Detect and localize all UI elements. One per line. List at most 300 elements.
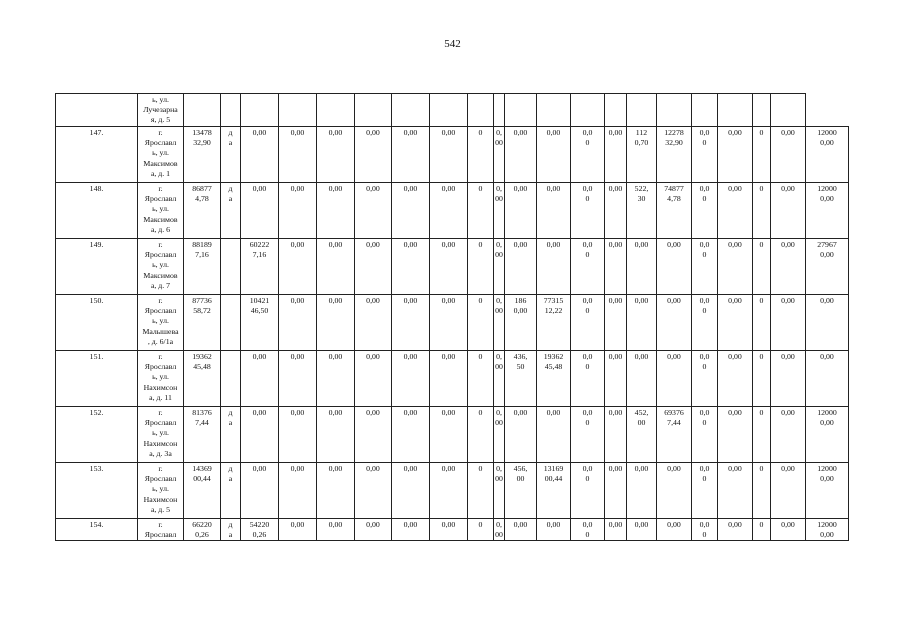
- cell-text: 0,0: [699, 464, 710, 473]
- cell-text: 522,: [634, 184, 649, 193]
- table-cell: [718, 239, 753, 295]
- cell-text: 0,00: [252, 464, 267, 473]
- cell-text: 0,00: [403, 464, 418, 473]
- address-cell: [138, 463, 184, 519]
- table-cell: [771, 295, 806, 351]
- cell-text: 0,00: [495, 296, 503, 316]
- address-cell: [138, 94, 184, 127]
- cell-text: ь, ул.: [152, 372, 169, 382]
- cell-text: 0,00: [441, 408, 456, 417]
- cell-text: 7,44: [195, 418, 209, 428]
- table-cell: [571, 351, 605, 407]
- table-cell: [571, 407, 605, 463]
- cell-text: 0,00: [403, 520, 418, 529]
- table-cell: [430, 463, 468, 519]
- table-cell: [241, 463, 279, 519]
- cell-text: 0,00: [608, 352, 623, 361]
- table-cell: [605, 351, 627, 407]
- cell-text: 0,00: [290, 128, 305, 137]
- cell-text: 12,22: [544, 306, 563, 316]
- table-cell: [392, 295, 430, 351]
- table-cell: [657, 94, 692, 127]
- table-cell: [806, 519, 849, 541]
- table-cell: [605, 127, 627, 183]
- table-cell: [430, 94, 468, 127]
- table-cell: [537, 351, 571, 407]
- cell-text: 0: [585, 250, 590, 260]
- table-cell: [279, 407, 317, 463]
- table-cell: [753, 407, 771, 463]
- cell-text: 0,0: [582, 408, 593, 417]
- table-cell: [771, 463, 806, 519]
- table-cell: [430, 239, 468, 295]
- table-cell: [494, 94, 505, 127]
- table-cell: [806, 127, 849, 183]
- table-cell: [571, 183, 605, 239]
- cell-text: 0,00: [608, 408, 623, 417]
- cell-text: 0,00: [290, 352, 305, 361]
- cell-text: 0,00: [495, 184, 503, 204]
- table-cell: [468, 94, 494, 127]
- cell-text: 0,00: [634, 352, 649, 361]
- table-cell: [692, 295, 718, 351]
- table-row: [56, 407, 849, 463]
- cell-text: 87736: [192, 296, 212, 305]
- cell-text: 0,00: [441, 184, 456, 193]
- table-cell: [494, 351, 505, 407]
- cell-text: ь, ул.: [152, 428, 169, 438]
- cell-text: 81376: [192, 408, 212, 417]
- table-cell: [221, 295, 241, 351]
- table-cell: [718, 519, 753, 541]
- cell-text: 0,00: [728, 184, 742, 193]
- table-cell: [317, 295, 355, 351]
- cell-text: 148.: [89, 184, 104, 193]
- cell-text: ь, ул.: [152, 148, 169, 158]
- cell-text: а: [228, 418, 233, 428]
- cell-text: 32,90: [193, 138, 211, 148]
- cell-text: 0,00: [290, 464, 305, 473]
- table-cell: [392, 519, 430, 541]
- table-cell: [355, 519, 392, 541]
- cell-text: 66220: [192, 520, 212, 529]
- cell-text: 0: [585, 194, 590, 204]
- cell-text: 0,00: [328, 128, 343, 137]
- cell-text: 0,00: [634, 240, 649, 249]
- cell-text: 0,00: [328, 352, 343, 361]
- cell-text: 0,00: [781, 520, 795, 529]
- table-cell: [627, 295, 657, 351]
- table-cell: [317, 351, 355, 407]
- cell-text: 12000: [817, 408, 837, 417]
- cell-text: 0,0: [699, 240, 710, 249]
- cell-text: 0,00: [667, 296, 681, 305]
- cell-text: Ярославл: [144, 474, 177, 484]
- cell-text: 0,00: [366, 296, 380, 305]
- cell-text: 88189: [192, 240, 212, 249]
- table-cell: [221, 407, 241, 463]
- cell-text: 0,0: [582, 520, 593, 529]
- table-cell: [627, 127, 657, 183]
- cell-text: Ярославл: [144, 250, 177, 260]
- cell-text: 151.: [89, 352, 104, 361]
- cell-text: 0,00: [728, 408, 742, 417]
- cell-text: 0: [585, 418, 590, 428]
- address-cell: [138, 239, 184, 295]
- address-cell: [138, 519, 184, 541]
- cell-text: Ярославл: [144, 138, 177, 148]
- table-cell: [221, 94, 241, 127]
- cell-text: 0,26: [195, 530, 209, 540]
- table-cell: [355, 127, 392, 183]
- table-cell: [505, 407, 537, 463]
- cell-text: 0,0: [699, 520, 710, 529]
- table-cell: [317, 463, 355, 519]
- cell-text: 0,00: [608, 296, 623, 305]
- table-cell: [571, 94, 605, 127]
- cell-text: 0: [702, 362, 707, 372]
- table-cell: [627, 183, 657, 239]
- cell-text: г.: [158, 240, 163, 249]
- cell-text: 0: [759, 184, 764, 193]
- cell-text: 0,00: [403, 352, 418, 361]
- table-cell: [718, 183, 753, 239]
- cell-text: 00: [516, 474, 525, 484]
- table-cell: [221, 463, 241, 519]
- cell-text: 0,00: [403, 240, 418, 249]
- cell-text: 0,00: [441, 352, 456, 361]
- cell-text: а: [228, 530, 233, 540]
- cell-text: 0,00: [781, 464, 795, 473]
- table-cell: [494, 519, 505, 541]
- cell-text: 12000: [817, 184, 837, 193]
- cell-text: 0,00: [820, 250, 834, 260]
- cell-text: Ярославл: [144, 194, 177, 204]
- table-cell: [184, 239, 221, 295]
- table-cell: [692, 519, 718, 541]
- cell-text: 0,0: [699, 184, 710, 193]
- table-cell: [537, 127, 571, 183]
- table-cell: [221, 351, 241, 407]
- table-cell: [468, 295, 494, 351]
- table-cell: [494, 407, 505, 463]
- table-cell: [468, 127, 494, 183]
- table-cell: [718, 351, 753, 407]
- cell-text: 0: [478, 128, 483, 137]
- cell-text: а, д. 3а: [149, 448, 172, 458]
- cell-text: 0: [585, 138, 590, 148]
- cell-text: 0,00: [513, 408, 528, 417]
- table-row: [56, 183, 849, 239]
- cell-text: 0: [478, 240, 483, 249]
- cell-text: 19362: [543, 352, 564, 361]
- cell-text: ь, ул.: [152, 260, 169, 270]
- cell-text: 0,00: [546, 240, 561, 249]
- cell-text: 0,00: [441, 464, 456, 473]
- table-cell: [221, 239, 241, 295]
- table-cell: [627, 94, 657, 127]
- cell-text: 50: [516, 362, 525, 372]
- table-cell: [605, 183, 627, 239]
- cell-text: 0: [478, 408, 483, 417]
- table-cell: [627, 407, 657, 463]
- cell-text: 0,00: [495, 520, 503, 540]
- table-cell: [241, 519, 279, 541]
- table-cell: [537, 407, 571, 463]
- table-cell: [771, 351, 806, 407]
- cell-text: г.: [158, 520, 163, 529]
- cell-text: 60222: [249, 240, 270, 249]
- table-cell: [184, 295, 221, 351]
- cell-text: 0,00: [634, 520, 649, 529]
- cell-text: 0,00: [634, 296, 649, 305]
- cell-text: 0: [702, 194, 707, 204]
- address-cell: [138, 295, 184, 351]
- cell-text: 0,00: [608, 184, 623, 193]
- cell-text: 0: [478, 520, 483, 529]
- table-cell: [184, 519, 221, 541]
- table-cell: [430, 127, 468, 183]
- cell-text: 112: [635, 128, 648, 137]
- cell-text: 0,00: [328, 296, 343, 305]
- cell-text: 4,78: [667, 194, 681, 204]
- data-table: [55, 93, 849, 541]
- cell-text: я, д. 5: [150, 115, 171, 125]
- cell-text: 0,00: [366, 408, 380, 417]
- cell-text: 0,00: [546, 408, 561, 417]
- table-row: [56, 463, 849, 519]
- table-cell: [279, 295, 317, 351]
- cell-text: 13478: [192, 128, 212, 137]
- table-cell: [627, 351, 657, 407]
- cell-text: 0,00: [252, 184, 267, 193]
- cell-text: 0,00: [252, 408, 267, 417]
- cell-text: 0,00: [513, 520, 528, 529]
- cell-text: 19362: [192, 352, 212, 361]
- cell-text: 0: [585, 530, 590, 540]
- cell-text: Нахимсон: [143, 438, 178, 448]
- table-cell: [392, 239, 430, 295]
- row-number-cell: [56, 239, 138, 295]
- cell-text: 0,00: [820, 138, 834, 148]
- table-cell: [771, 127, 806, 183]
- table-cell: [468, 351, 494, 407]
- table-cell: [771, 239, 806, 295]
- cell-text: д: [228, 128, 233, 137]
- table-cell: [392, 463, 430, 519]
- cell-text: 27967: [817, 240, 837, 249]
- cell-text: 0,00: [820, 474, 834, 484]
- cell-text: 0: [702, 250, 707, 260]
- table-cell: [627, 463, 657, 519]
- table-row-continued: [56, 94, 849, 127]
- table-row: [56, 127, 849, 183]
- cell-text: 0,00: [634, 464, 649, 473]
- cell-text: 0,0: [699, 128, 710, 137]
- cell-text: Максимов: [143, 270, 178, 280]
- cell-text: 54220: [249, 520, 270, 529]
- cell-text: 0: [702, 530, 707, 540]
- cell-text: 7,16: [195, 250, 209, 260]
- table-cell: [468, 519, 494, 541]
- cell-text: ь, ул.: [152, 316, 169, 326]
- cell-text: 00,44: [544, 474, 563, 484]
- table-cell: [468, 239, 494, 295]
- cell-text: 12278: [664, 128, 684, 137]
- cell-text: 150.: [89, 296, 104, 305]
- table-cell: [806, 295, 849, 351]
- cell-text: 0,0: [699, 352, 710, 361]
- table-cell: [241, 351, 279, 407]
- table-cell: [184, 463, 221, 519]
- table-cell: [571, 239, 605, 295]
- cell-text: 147.: [89, 128, 104, 137]
- table-row: [56, 519, 849, 541]
- table-cell: [692, 463, 718, 519]
- cell-text: 0: [585, 474, 590, 484]
- cell-text: 0,00: [366, 128, 380, 137]
- cell-text: а, д. 6: [150, 224, 171, 234]
- cell-text: 0,00: [728, 128, 742, 137]
- table-cell: [753, 463, 771, 519]
- table-cell: [771, 94, 806, 127]
- row-number-cell: [56, 295, 138, 351]
- cell-text: 0,00: [252, 352, 267, 361]
- cell-text: 0: [759, 408, 764, 417]
- table-cell: [505, 127, 537, 183]
- cell-text: 0,00: [667, 464, 681, 473]
- cell-text: 0,00: [403, 184, 418, 193]
- cell-text: 0,00: [667, 520, 681, 529]
- cell-text: 0,00: [290, 296, 305, 305]
- cell-text: 7,44: [667, 418, 681, 428]
- cell-text: д: [228, 464, 233, 473]
- table-cell: [718, 407, 753, 463]
- table-cell: [537, 463, 571, 519]
- table-cell: [430, 407, 468, 463]
- table-cell: [753, 94, 771, 127]
- cell-text: , д. 6/1а: [147, 336, 174, 346]
- cell-text: 0,00: [328, 520, 343, 529]
- cell-text: 0,00: [290, 520, 305, 529]
- table-cell: [753, 127, 771, 183]
- table-cell: [692, 351, 718, 407]
- cell-text: 0: [478, 184, 483, 193]
- cell-text: 0: [478, 352, 483, 361]
- table-cell: [605, 239, 627, 295]
- table-cell: [317, 407, 355, 463]
- cell-text: 0,00: [403, 296, 418, 305]
- cell-text: 0,00: [667, 352, 681, 361]
- cell-text: 0,00: [513, 306, 528, 316]
- table-cell: [279, 351, 317, 407]
- cell-text: 12000: [817, 520, 837, 529]
- cell-text: 0,00: [328, 464, 343, 473]
- cell-text: 186: [514, 296, 527, 305]
- cell-text: 0: [702, 474, 707, 484]
- table-cell: [771, 519, 806, 541]
- cell-text: 0: [585, 362, 590, 372]
- table-cell: [241, 127, 279, 183]
- cell-text: а: [228, 194, 233, 204]
- table-cell: [537, 94, 571, 127]
- cell-text: 0,00: [290, 408, 305, 417]
- table-cell: [221, 183, 241, 239]
- cell-text: а, д. 7: [150, 280, 171, 290]
- table-cell: [494, 463, 505, 519]
- cell-text: г.: [158, 464, 163, 473]
- cell-text: 0,0: [699, 408, 710, 417]
- cell-text: 0: [478, 296, 483, 305]
- cell-text: а: [228, 474, 233, 484]
- table-cell: [430, 295, 468, 351]
- cell-text: Ярославл: [144, 530, 177, 540]
- cell-text: 0,26: [252, 530, 267, 540]
- table-cell: [657, 127, 692, 183]
- cell-text: 45,48: [544, 362, 563, 372]
- table-cell: [317, 519, 355, 541]
- cell-text: 86877: [192, 184, 212, 193]
- row-number-cell: [56, 407, 138, 463]
- cell-text: Максимов: [143, 214, 178, 224]
- cell-text: 0,0: [582, 352, 593, 361]
- cell-text: 154.: [89, 520, 104, 529]
- cell-text: 0,00: [495, 408, 503, 428]
- cell-text: Нахимсон: [143, 494, 178, 504]
- cell-text: 0,0: [582, 184, 593, 193]
- table-cell: [571, 519, 605, 541]
- cell-text: 0,00: [513, 184, 528, 193]
- address-cell: [138, 407, 184, 463]
- cell-text: 45,48: [193, 362, 211, 372]
- cell-text: а, д. 1: [150, 168, 171, 178]
- table-cell: [657, 183, 692, 239]
- table-cell: [317, 183, 355, 239]
- cell-text: 0,00: [441, 296, 456, 305]
- table-cell: [355, 94, 392, 127]
- cell-text: 0,00: [252, 128, 267, 137]
- table-cell: [392, 407, 430, 463]
- address-cell: [138, 183, 184, 239]
- cell-text: 0,00: [366, 352, 380, 361]
- table-row: [56, 295, 849, 351]
- cell-text: 12000: [817, 464, 837, 473]
- table-cell: [571, 295, 605, 351]
- cell-text: 0,00: [608, 128, 623, 137]
- cell-text: 0: [585, 306, 590, 316]
- cell-text: 14369: [192, 464, 212, 473]
- cell-text: а, д. 5: [150, 504, 171, 514]
- table-cell: [355, 239, 392, 295]
- cell-text: 0,00: [728, 520, 742, 529]
- table-cell: [241, 407, 279, 463]
- cell-text: 0,00: [290, 240, 305, 249]
- table-cell: [184, 351, 221, 407]
- table-cell: [355, 351, 392, 407]
- cell-text: 0: [759, 464, 764, 473]
- table-cell: [184, 407, 221, 463]
- table-cell: [627, 519, 657, 541]
- cell-text: 0,00: [495, 128, 503, 148]
- cell-text: 0,0: [582, 128, 593, 137]
- cell-text: 0,00: [608, 464, 623, 473]
- table-cell: [627, 239, 657, 295]
- cell-text: 153.: [89, 464, 104, 473]
- table-cell: [753, 351, 771, 407]
- table-cell: [571, 463, 605, 519]
- cell-text: 149.: [89, 240, 104, 249]
- cell-text: 0,00: [820, 194, 834, 204]
